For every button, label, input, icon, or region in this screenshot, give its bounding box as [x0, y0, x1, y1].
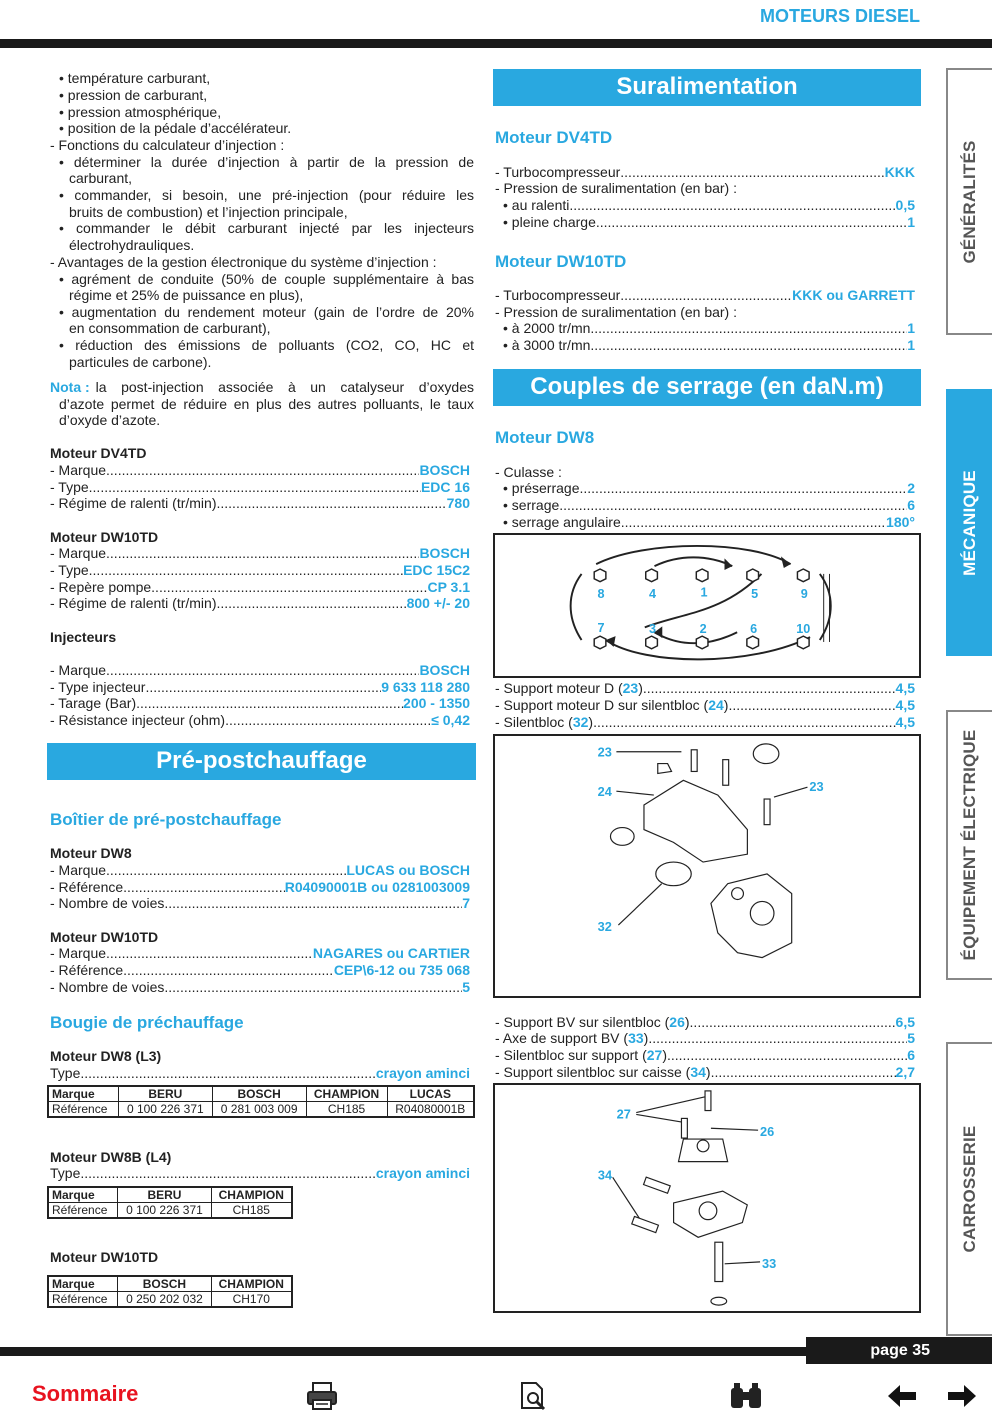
- spec-row: - Pression de suralimentation (en bar) :: [495, 180, 737, 196]
- figure-engine-support: [493, 734, 921, 998]
- table-header: Marque BOSCH CHAMPION: [48, 1276, 292, 1292]
- axle: [715, 1242, 723, 1281]
- list-item: • commander le débit carburant injecté par les injecteurs: [59, 220, 474, 236]
- table-header: Marque BERU CHAMPION: [48, 1187, 292, 1203]
- figure-culasse-order: [493, 533, 921, 678]
- list-item: • température carburant,: [59, 70, 211, 86]
- leader-line: [711, 1128, 758, 1130]
- bolt: [644, 1177, 671, 1193]
- table-row: Référence 0 250 202 032 CH170: [48, 1292, 292, 1308]
- bolt-number: 8: [597, 587, 605, 602]
- bolt: [764, 799, 770, 825]
- list-item: • réduction des émissions de polluants (CO2, CO, HC et: [59, 337, 474, 353]
- bolt-order-diagram: [495, 535, 919, 676]
- leader-line: [774, 787, 807, 797]
- subhead: Injecteurs: [50, 629, 117, 645]
- order-arrow: [654, 557, 732, 566]
- spec-row: - Turbocompresseur ..... KKK: [495, 164, 915, 181]
- list-item: en consommation de carburant),: [69, 320, 271, 336]
- part-label: 34: [597, 1167, 613, 1183]
- section-banner: Couples de serrage (en daN.m): [493, 369, 921, 406]
- search-document-icon[interactable]: [516, 1380, 552, 1412]
- silentbloc: [753, 744, 779, 764]
- list-item: électrohydrauliques.: [69, 237, 195, 253]
- bolt-head: [594, 569, 606, 582]
- subhead: Moteur DW8B (L4): [50, 1149, 172, 1165]
- nota-text: d’azote permet de réduire en plus des autres polluants, le taux: [59, 396, 474, 412]
- spec-row: - Type ..... EDC 16: [50, 479, 470, 496]
- nota-text: d’oxyde d’azote.: [59, 412, 161, 428]
- part-label: 32: [597, 919, 612, 934]
- spec-row: - Support silentbloc sur caisse (34) ..... 2,7: [495, 1064, 915, 1081]
- list-item: • déterminer la durée d’injection à partir de la pression de: [59, 154, 474, 170]
- list-item: régime et 25% de puissance en plus),: [69, 287, 304, 303]
- spec-row: - Type ..... EDC 15C2: [50, 562, 470, 579]
- section-title: MOTEURS DIESEL: [759, 6, 920, 26]
- tab-generalites[interactable]: GÉNÉRALITÉS: [946, 68, 992, 335]
- bolt-number: 2: [699, 622, 707, 637]
- spec-row: - Support moteur D sur silentbloc (24) ..... 4,5: [495, 697, 915, 714]
- table-header: Marque BERU BOSCH CHAMPION LUCAS: [48, 1086, 474, 1102]
- section-heading: Moteur DW8: [495, 428, 595, 447]
- spec-row: - Axe de support BV (33) ..... 5: [495, 1030, 915, 1047]
- part-label: 33: [762, 1255, 777, 1271]
- bolt-number: 4: [649, 587, 657, 602]
- spec-row: - Résistance injecteur (ohm) ..... ≤ 0,42: [50, 712, 470, 729]
- spec-row: - Régime de ralenti (tr/min) ..... 800 +/- 20: [50, 595, 470, 612]
- binoculars-icon[interactable]: [728, 1380, 764, 1412]
- spec-row: - Nombre de voies ..... 5: [50, 979, 470, 996]
- spec-row: - Support BV sur silentbloc (26) ..... 6,5: [495, 1014, 915, 1031]
- nota-text: la post-injection associée à un catalyseur d’oxydes: [95, 379, 474, 395]
- table-row: Référence 0 100 226 371 0 281 003 009 CH185 R04080001B: [48, 1102, 474, 1118]
- list-item: bruits de combustion) et l’injection principale,: [69, 204, 348, 220]
- spec-row: - Repère pompe ..... CP 3.1: [50, 579, 470, 596]
- bolt-number: 6: [750, 622, 758, 637]
- spec-row: • au ralenti ..... 0,5: [503, 197, 915, 214]
- spec-row: - Type injecteur ..... 9 633 118 280: [50, 679, 470, 696]
- arrow-head: [725, 558, 733, 570]
- washer: [711, 1297, 727, 1305]
- spec-row: - Support moteur D (23) ..... 4,5: [495, 680, 915, 697]
- bolt-head: [797, 636, 809, 649]
- subhead: Moteur DW8: [50, 845, 132, 861]
- arrow-right-icon[interactable]: [944, 1380, 980, 1412]
- gearbox-support-diagram: [495, 1085, 919, 1311]
- paragraph: - Avantages de la gestion électronique du système d’injection :: [50, 254, 437, 270]
- list-item: • agrément de conduite (50% de couple supplémentaire à bas: [59, 271, 474, 287]
- leader-line: [613, 1177, 642, 1222]
- bolt-head: [696, 569, 708, 582]
- part-label: 24: [597, 784, 612, 800]
- part-label: 27: [616, 1106, 631, 1122]
- silentbloc: [610, 828, 634, 846]
- order-arrow: [571, 574, 582, 640]
- top-bar: [0, 39, 992, 48]
- section-banner: Pré-postchauffage: [47, 743, 476, 780]
- bracket-part: [711, 874, 792, 958]
- silentbloc: [679, 1139, 728, 1162]
- list-item: • pression de carburant,: [59, 87, 208, 103]
- arrow-left-icon[interactable]: [884, 1380, 920, 1412]
- spec-row: - Marque ..... BOSCH: [50, 545, 470, 562]
- bolt: [723, 760, 729, 786]
- spec-row: • préserrage ..... 2: [503, 480, 915, 497]
- bolt: [681, 1118, 687, 1138]
- bolt-number: 3: [649, 622, 657, 637]
- spec-row: - Nombre de voies ..... 7: [50, 895, 470, 912]
- table-row: Référence 0 100 226 371 CH185: [48, 1203, 292, 1219]
- section-heading: Boîtier de pré-postchauffage: [50, 810, 282, 829]
- nota: [50, 379, 474, 396]
- spec-row: - Référence ..... CEP\6-12 ou 735 068: [50, 962, 470, 979]
- section-heading: Moteur DV4TD: [495, 128, 613, 147]
- bolt-head: [797, 569, 809, 582]
- spec-row: • à 2000 tr/mn ..... 1: [503, 320, 915, 337]
- leader-line: [616, 791, 653, 795]
- bolt-head: [696, 636, 708, 649]
- section-heading: Moteur DW10TD: [495, 252, 627, 271]
- spec-row: - Tarage (Bar) ..... 200 - 1350: [50, 695, 470, 712]
- spec-row: - Référence ..... R04090001B ou 0281003009: [50, 879, 470, 896]
- order-arrow: [596, 546, 790, 564]
- spec-row: - Pression de suralimentation (en bar) :: [495, 304, 737, 320]
- bracket-part: [644, 780, 747, 862]
- bolt: [632, 1216, 659, 1232]
- spec-row: • pleine charge ..... 1: [503, 214, 915, 231]
- list-item: • augmentation du rendement moteur (gain de l’ordre de 20%: [59, 304, 474, 320]
- subhead: Moteur DW10TD: [50, 529, 159, 545]
- bolt-number: 5: [751, 587, 759, 602]
- spec-row: - Silentbloc sur support (27) ..... 6: [495, 1047, 915, 1064]
- bolt-head: [747, 569, 759, 582]
- list-item: particules de carbone).: [69, 354, 212, 370]
- part-label: 23: [809, 779, 824, 795]
- nut: [658, 764, 672, 774]
- tab-mecanique[interactable]: MÉCANIQUE: [946, 389, 992, 656]
- bolt: [691, 750, 697, 772]
- silentbloc: [656, 862, 691, 886]
- section-heading: Bougie de préchauffage: [50, 1013, 244, 1032]
- bolt-number: 1: [700, 585, 708, 600]
- leader-line: [618, 884, 661, 925]
- tab-carrosserie[interactable]: CARROSSERIE: [946, 1042, 992, 1336]
- bolt-head: [646, 569, 658, 582]
- subhead: Moteur DW10TD: [50, 1249, 159, 1265]
- spec-row: - Régime de ralenti (tr/min) ..... 780: [50, 495, 470, 512]
- subhead: Moteur DW8 (L3): [50, 1048, 162, 1064]
- tab-equipement-electrique[interactable]: ÉQUIPEMENT ÉLECTRIQUE: [946, 710, 992, 980]
- list-item: • position de la pédale d’accélérateur.: [59, 120, 292, 136]
- leader-line: [725, 1262, 760, 1264]
- leader-line: [636, 1097, 705, 1113]
- part-label: 26: [760, 1124, 775, 1140]
- spec-row: Type ..... crayon aminci: [50, 1165, 470, 1182]
- leader-line: [636, 1114, 683, 1122]
- spec-row: - Silentbloc (32) ..... 4,5: [495, 714, 915, 731]
- spec-row: • serrage ..... 6: [503, 497, 915, 514]
- spec-row: • serrage angulaire ..... 180°: [503, 514, 915, 531]
- bolt-number: 10: [796, 622, 811, 637]
- bolt-head: [747, 636, 759, 649]
- paragraph: - Fonctions du calculateur d’injection :: [50, 137, 285, 153]
- section-banner: Suralimentation: [493, 69, 921, 106]
- bolt-number: 9: [800, 587, 808, 602]
- printer-icon[interactable]: [304, 1380, 340, 1412]
- engine-support-diagram: [495, 736, 919, 996]
- table-bougie-dw8b: [47, 1186, 293, 1219]
- sommaire-link[interactable]: Sommaire: [32, 1381, 139, 1406]
- list-item: • commander, si besoin, une pré-injection (pour réduire les: [59, 187, 474, 203]
- bracket-part: [674, 1191, 748, 1237]
- table-bougie-dw10td: [47, 1275, 293, 1308]
- page-number: page 35: [806, 1337, 992, 1364]
- list-item: carburant,: [69, 170, 133, 186]
- part-label: 23: [597, 744, 612, 760]
- bolt-head: [646, 636, 658, 649]
- spec-row: - Marque ..... BOSCH: [50, 662, 470, 679]
- subhead: Moteur DW10TD: [50, 929, 159, 945]
- spec-row: - Turbocompresseur ..... KKK ou GARRETT: [495, 287, 915, 304]
- nota-label: Nota :: [50, 379, 90, 395]
- bolt-number: 7: [597, 621, 605, 636]
- figure-gearbox-support: [493, 1083, 921, 1313]
- bolt-head: [594, 636, 606, 649]
- subhead: Moteur DV4TD: [50, 445, 147, 461]
- bolt: [705, 1091, 711, 1111]
- spec-row: - Marque ..... NAGARES ou CARTIER: [50, 945, 470, 962]
- spec-row: • à 3000 tr/mn ..... 1: [503, 337, 915, 354]
- spec-row: Type ..... crayon aminci: [50, 1065, 470, 1082]
- spec-row: - Culasse :: [495, 464, 562, 480]
- spec-row: - Marque ..... LUCAS ou BOSCH: [50, 862, 470, 879]
- spec-row: - Marque ..... BOSCH: [50, 462, 470, 479]
- list-item: • pression atmosphérique,: [59, 104, 222, 120]
- table-bougie-dw8: [47, 1085, 475, 1118]
